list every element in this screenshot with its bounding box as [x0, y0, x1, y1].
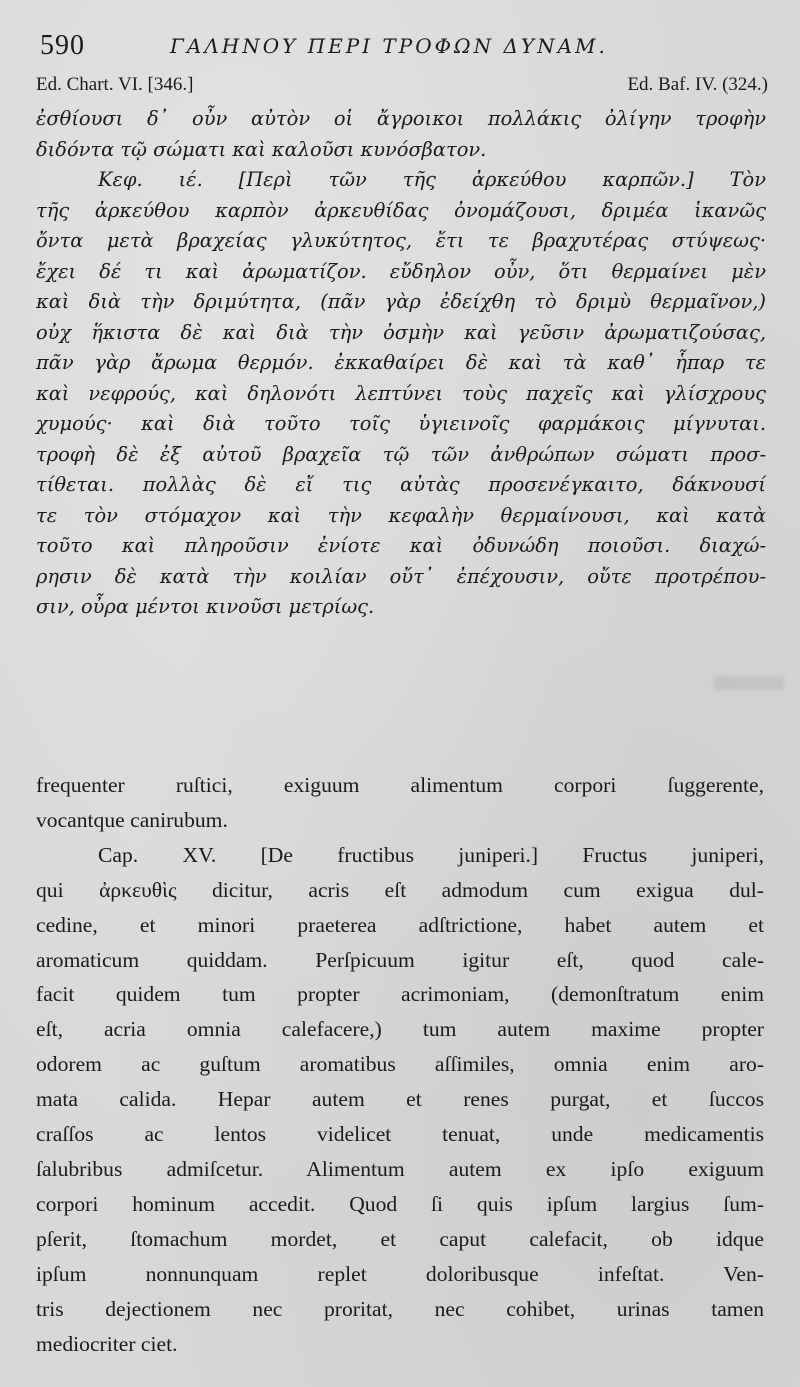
edition-chart-reference: Ed. Chart. VI. [346.]: [36, 74, 194, 95]
greek-line: χυμούς· καὶ διὰ τοῦτο τοῖς ὑγιεινοῖς φαρμάκοις μίγνυται.: [36, 412, 766, 435]
greek-line: διδόντα τῷ σώματι καὶ καλοῦσι κυνόσβατον.: [36, 137, 487, 161]
greek-line: ἐσθίουσι δ᾽ οὖν αὐτὸν οἱ ἄγροικοι πολλάκις ὀλίγην τροφὴν: [36, 107, 766, 130]
latin-line: cedine, et minori praeterea adſtrictione, habet autem et: [36, 912, 764, 937]
show-through-smudge: [714, 676, 784, 690]
greek-line: τίθεται. πολλὰς δὲ εἴ τις αὐτὰς προσενέγκαιτο, δάκνουσί: [36, 473, 766, 496]
greek-text-block: [36, 104, 766, 623]
edition-basel-reference: Ed. Baf. IV. (324.): [627, 74, 768, 95]
latin-line: corpori hominum accedit. Quod ſi quis ipſum largius ſum-: [36, 1191, 764, 1216]
latin-line: aromaticum quiddam. Perſpicuum igitur eſt, quod cale-: [36, 947, 764, 972]
latin-line: eſt, acria omnia calefacere,) tum autem maxime propter: [36, 1017, 764, 1042]
greek-line: τοῦτο καὶ πληροῦσιν ἐνίοτε καὶ ὀδυνώδη ποιοῦσι. διαχώ-: [36, 534, 766, 557]
greek-line: τροφὴ δὲ ἐξ αὐτοῦ βραχεῖα τῷ τῶν ἀνθρώπων σώματι προσ-: [36, 442, 766, 466]
greek-line: τε τὸν στόμαχον καὶ τὴν κεφαλὴν θερμαίνουσι, καὶ κατὰ: [36, 503, 766, 527]
latin-line: frequenter ruſtici, exiguum alimentum corpori ſuggerente,: [36, 773, 764, 797]
latin-line: facit quidem tum propter acrimoniam, (demonſtratum enim: [36, 982, 764, 1007]
greek-line: οὐχ ἥκιστα δὲ καὶ διὰ τὴν ὀσμὴν καὶ γεῦσιν ἀρωματιζούσας,: [36, 320, 766, 344]
greek-line: ὄντα μετὰ βραχείας γλυκύτητος, ἔτι τε βραχυτέρας στύψεως·: [36, 229, 766, 252]
edition-reference-line: [36, 74, 768, 102]
running-title: ΓΑΛΗΝΟΥ ΠΕΡΙ ΤΡΟΦΩΝ ΔΥΝΑΜ.: [170, 34, 608, 58]
latin-line: mediocriter ciet.: [36, 1331, 178, 1356]
greek-line: σιν, οὖρα μέντοι κινοῦσι μετρίως.: [36, 595, 375, 618]
latin-line: mata calida. Hepar autem et renes purgat, et ſuccos: [36, 1087, 764, 1112]
greek-chapter-heading-line: Κεφ. ιέ. [Περὶ τῶν τῆς ἀρκεύθου καρπῶν.] Τὸν: [98, 168, 766, 191]
greek-line: ρησιν δὲ κατὰ τὴν κοιλίαν οὔτ᾽ ἐπέχουσιν, οὔτε προτρέπου-: [36, 564, 766, 588]
page-header: [40, 30, 770, 62]
greek-line: καὶ νεφρούς, καὶ δηλονότι λεπτύνει τοὺς παχεῖς καὶ γλίσχρους: [36, 381, 766, 405]
greek-line: ἔχει δέ τι καὶ ἀρωματίζον. εὔδηλον οὖν, ὅτι θερμαίνει μὲν: [36, 259, 766, 283]
latin-line: ipſum nonnunquam replet doloribusque infeſtat. Ven-: [36, 1261, 764, 1286]
latin-text-block: [36, 768, 764, 1361]
latin-line: ſalubribus admiſcetur. Alimentum autem ex ipſo exiguum: [36, 1156, 764, 1181]
page-number: 590: [40, 30, 85, 61]
latin-line: qui ἀρκευθὶς dicitur, acris eſt admodum cum exigua dul-: [36, 877, 764, 902]
latin-line: vocantque canirubum.: [36, 807, 228, 832]
latin-chapter-heading-line: Cap. XV. [De fructibus juniperi.] Fructus juniperi,: [98, 842, 764, 867]
greek-line: πᾶν γὰρ ἄρωμα θερμόν. ἐκκαθαίρει δὲ καὶ τὰ καθ᾽ ἧπαρ τε: [36, 351, 766, 374]
latin-line: tris dejectionem nec proritat, nec cohibet, urinas tamen: [36, 1296, 764, 1321]
latin-line: pſerit, ſtomachum mordet, et caput calefacit, ob idque: [36, 1226, 764, 1251]
latin-line: odorem ac guſtum aromatibus aſſimiles, omnia enim aro-: [36, 1052, 764, 1077]
greek-line: τῆς ἀρκεύθου καρπὸν ἀρκευθίδας ὀνομάζουσι, δριμέα ἱκανῶς: [36, 198, 766, 222]
greek-line: καὶ διὰ τὴν δριμύτητα, (πᾶν γὰρ ἐδείχθη τὸ δριμὺ θερμαῖνον,): [36, 290, 766, 313]
latin-line: craſſos ac lentos videlicet tenuat, unde medicamentis: [36, 1122, 764, 1147]
